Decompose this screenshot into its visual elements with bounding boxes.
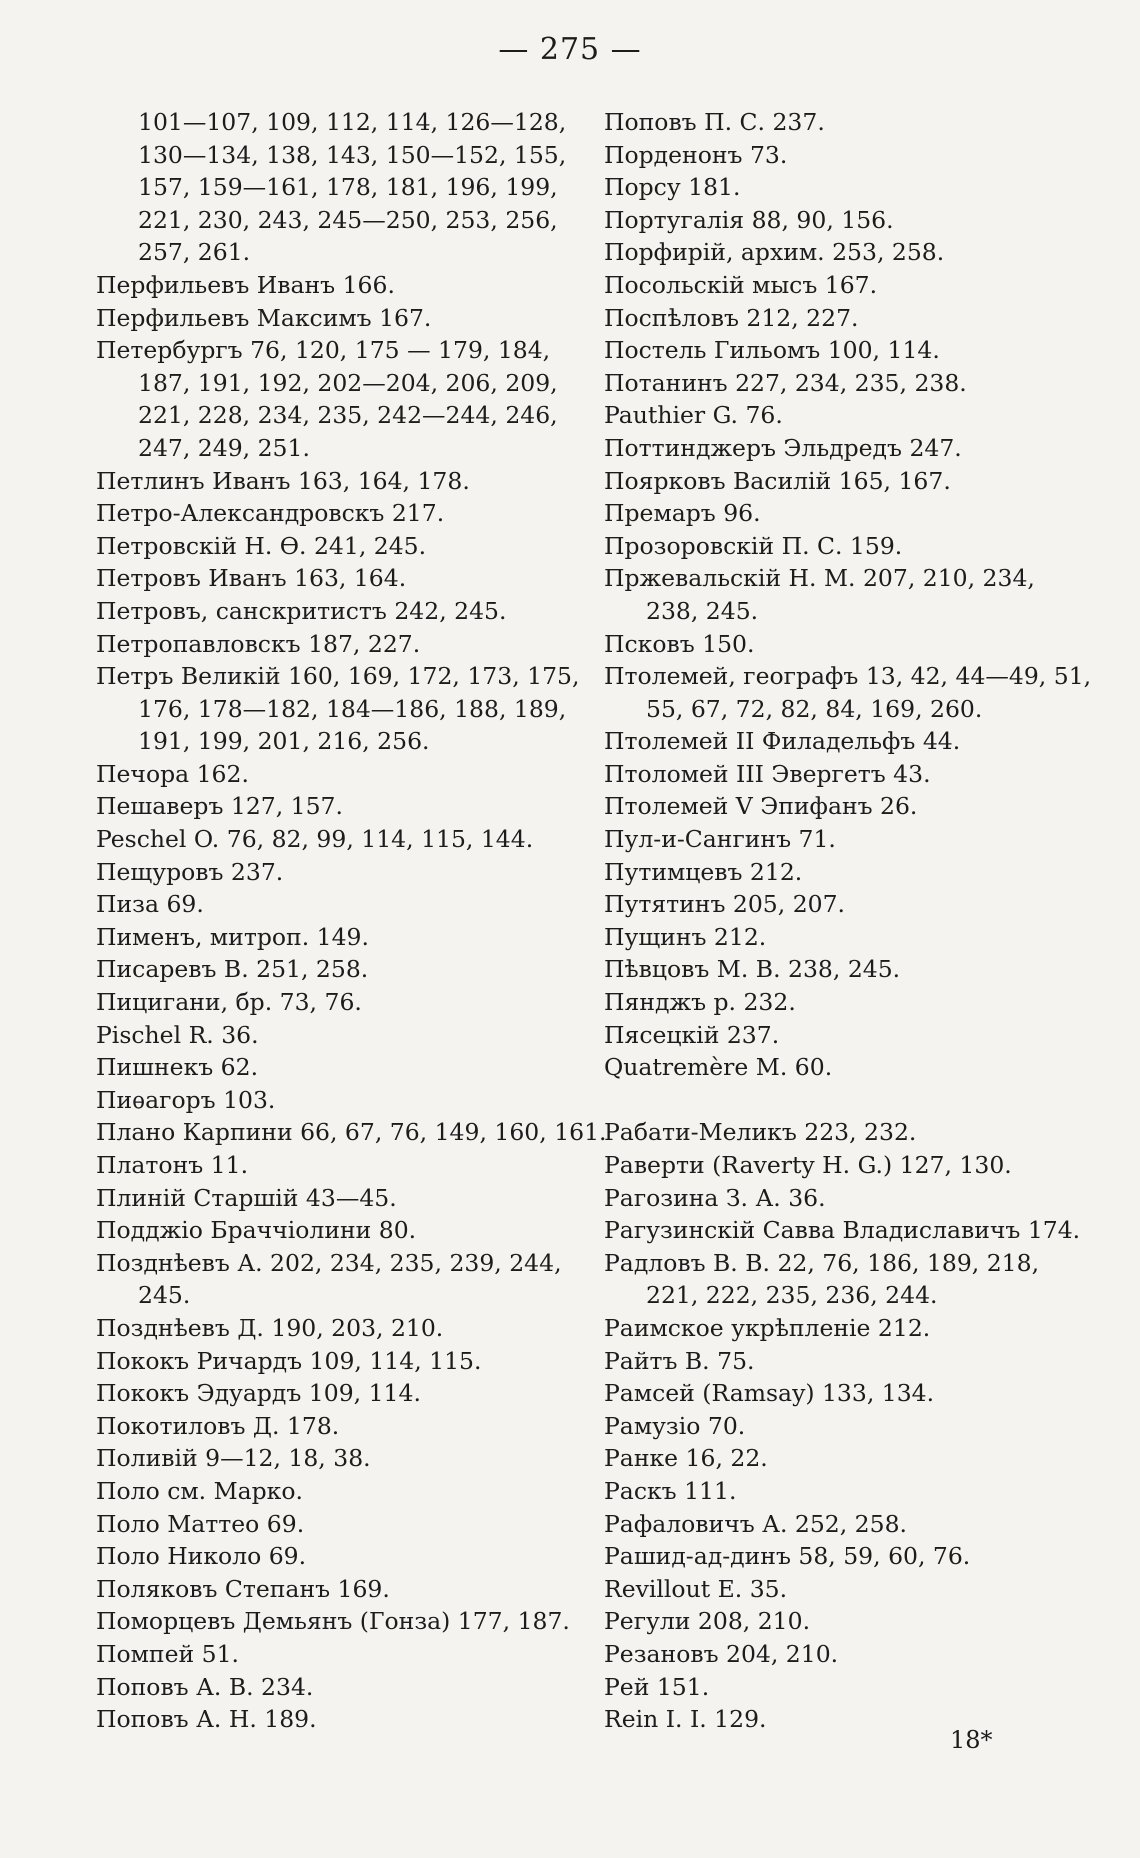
page-number: — 275 —	[498, 32, 642, 67]
index-entry: Премаръ 96.	[604, 499, 761, 528]
index-entry: Позднѣевъ Д. 190, 203, 210.	[96, 1313, 444, 1342]
index-entry: Резановъ 204, 210.	[604, 1639, 839, 1668]
index-entry: Рафаловичъ А. 252, 258.	[604, 1509, 908, 1538]
index-entry: Позднѣевъ А. 202, 234, 235, 239, 244,	[96, 1248, 562, 1277]
index-entry: Поярковъ Василій 165, 167.	[604, 466, 951, 495]
index-entry: Рашид-ад-динъ 58, 59, 60, 76.	[604, 1542, 971, 1571]
index-entry: Постель Гильомъ 100, 114.	[604, 336, 940, 365]
index-entry: Пококъ Ричардъ 109, 114, 115.	[96, 1346, 482, 1375]
index-entry: Rein I. I. 129.	[604, 1705, 767, 1734]
index-entry: Платонъ 11.	[96, 1151, 249, 1179]
index-entry-continuation: 238, 245.	[646, 596, 759, 625]
index-entry-continuation: 157, 159—161, 178, 181, 196, 199,	[138, 173, 558, 202]
index-entry: Путимцевъ 212.	[604, 857, 803, 886]
index-entry: Пущинъ 212.	[604, 922, 767, 951]
index-entry: Раскъ 111.	[604, 1476, 737, 1505]
index-entry: Путятинъ 205, 207.	[604, 890, 846, 919]
index-entry: Плиній Старшій 43—45.	[96, 1183, 397, 1212]
index-entry: Пишнекъ 62.	[96, 1053, 259, 1082]
index-entry: Птолемей, географъ 13, 42, 44—49, 51,	[604, 662, 1092, 691]
index-entry: Плано Карпини 66, 67, 76, 149, 160, 161.	[96, 1118, 607, 1147]
index-entry: Рабати-Меликъ 223, 232.	[604, 1118, 917, 1147]
index-entry: Пѣвцовъ М. В. 238, 245.	[604, 955, 901, 984]
index-entry: Поло Николо 69.	[96, 1542, 307, 1571]
index-entry: Петръ Великій 160, 169, 172, 173, 175,	[96, 662, 580, 691]
index-entry: Pauthier G. 76.	[604, 401, 783, 430]
index-entry: Псковъ 150.	[604, 629, 755, 658]
index-entry: Revillout E. 35.	[604, 1574, 788, 1603]
index-entry: Порсу 181.	[604, 173, 741, 202]
index-entry: Рамсей (Ramsay) 133, 134.	[604, 1379, 935, 1408]
signature-mark: 18*	[950, 1726, 993, 1754]
index-entry: Посольскій мысъ 167.	[604, 270, 878, 299]
index-entry: Порфирій, архим. 253, 258.	[604, 238, 945, 267]
index-entry: Подджіо Браччіолини 80.	[96, 1216, 417, 1245]
index-entry: Пицигани, бр. 73, 76.	[96, 988, 362, 1017]
index-entry	[604, 1084, 1082, 1117]
index-entry: Перфильевъ Максимъ 167.	[96, 303, 432, 332]
index-entry: Рагузинскій Савва Владиславичъ 174.	[604, 1216, 1081, 1245]
index-entry-continuation: 187, 191, 192, 202—204, 206, 209,	[138, 368, 558, 397]
index-entry: Порденонъ 73.	[604, 140, 788, 169]
index-entry: Quatremère M. 60.	[604, 1053, 833, 1082]
index-entry: Перфильевъ Иванъ 166.	[96, 270, 395, 299]
index-entry: Пименъ, митроп. 149.	[96, 922, 369, 951]
index-entry: Рагозина З. А. 36.	[604, 1183, 826, 1212]
index-entry: Печора 162.	[96, 759, 249, 788]
index-entry: Поляковъ Степанъ 169.	[96, 1574, 390, 1603]
index-entry-continuation: 191, 199, 201, 216, 256.	[138, 727, 430, 756]
index-entry: Пржевальскій Н. М. 207, 210, 234,	[604, 564, 1035, 593]
index-entry: Поло см. Марко.	[96, 1476, 303, 1505]
index-entry: Поповъ П. С. 237.	[604, 108, 825, 136]
index-entry: Пул-и-Сангинъ 71.	[604, 825, 836, 854]
index-entry: Поттинджеръ Эльдредъ 247.	[604, 433, 962, 462]
index-entry-continuation: 176, 178—182, 184—186, 188, 189,	[138, 694, 567, 723]
index-entry: Рамузіо 70.	[604, 1411, 746, 1440]
index-entry: Птолемей II Филадельфъ 44.	[604, 727, 961, 756]
index-entry: Раверти (Raverty H. G.) 127, 130.	[604, 1151, 1012, 1179]
index-entry-continuation: 221, 230, 243, 245—250, 253, 256,	[138, 205, 558, 234]
index-entry: Поспѣловъ 212, 227.	[604, 303, 859, 332]
index-entry: Поповъ А. Н. 189.	[96, 1705, 317, 1734]
index-entry-continuation: 257, 261.	[138, 238, 251, 267]
index-entry-continuation: 130—134, 138, 143, 150—152, 155,	[138, 140, 567, 169]
index-entry: Петро-Александровскъ 217.	[96, 499, 445, 528]
index-entry: Пиѳагоръ 103.	[96, 1085, 276, 1114]
index-entry: Пококъ Эдуардъ 109, 114.	[96, 1379, 421, 1408]
index-entry: Помпей 51.	[96, 1639, 239, 1668]
index-entry: Петлинъ Иванъ 163, 164, 178.	[96, 466, 470, 495]
index-entry: Птоломей III Эвергетъ 43.	[604, 759, 931, 788]
index-entry-continuation: 245.	[138, 1281, 191, 1310]
index-entry: Pischel R. 36.	[96, 1020, 259, 1049]
index-column-left	[96, 106, 607, 1736]
index-entry: Поповъ А. В. 234.	[96, 1672, 314, 1701]
index-entry: Покотиловъ Д. 178.	[96, 1411, 340, 1440]
index-entry: Поливій 9—12, 18, 38.	[96, 1444, 371, 1473]
index-entry-continuation: 101—107, 109, 112, 114, 126—128,	[138, 108, 567, 136]
index-entry: Пянджъ р. 232.	[604, 988, 796, 1017]
index-entry: Пиза 69.	[96, 890, 204, 919]
index-entry: Радловъ В. В. 22, 76, 186, 189, 218,	[604, 1248, 1040, 1277]
index-entry: Рей 151.	[604, 1672, 710, 1701]
index-entry-continuation: 221, 228, 234, 235, 242—244, 246,	[138, 401, 558, 430]
index-entry: Регули 208, 210.	[604, 1607, 811, 1636]
index-entry: Пещуровъ 237.	[96, 857, 284, 886]
index-entry-continuation: 221, 222, 235, 236, 244.	[646, 1281, 938, 1310]
index-entry: Петровскій Н. Ѳ. 241, 245.	[96, 531, 427, 560]
index-entry: Потанинъ 227, 234, 235, 238.	[604, 368, 967, 397]
index-entry: Peschel O. 76, 82, 99, 114, 115, 144.	[96, 825, 534, 854]
index-entry-continuation: 247, 249, 251.	[138, 433, 310, 462]
index-entry: Петровъ, санскритистъ 242, 245.	[96, 596, 507, 625]
index-entry: Петровъ Иванъ 163, 164.	[96, 564, 407, 593]
index-entry: Пешаверъ 127, 157.	[96, 792, 343, 821]
index-entry: Раимское укрѣпленіе 212.	[604, 1313, 931, 1342]
index-entry: Ранке 16, 22.	[604, 1444, 768, 1473]
index-entry: Поморцевъ Демьянъ (Гонза) 177, 187.	[96, 1607, 570, 1636]
index-entry: Поло Маттео 69.	[96, 1509, 305, 1538]
index-entry: Райтъ В. 75.	[604, 1346, 755, 1375]
index-entry: Петропавловскъ 187, 227.	[96, 629, 421, 658]
index-entry: Пясецкій 237.	[604, 1020, 780, 1049]
index-entry: Писаревъ В. 251, 258.	[96, 955, 369, 984]
index-entry: Прозоровскій П. С. 159.	[604, 531, 903, 560]
index-entry: Петербургъ 76, 120, 175 — 179, 184,	[96, 336, 551, 365]
index-entry-continuation: 55, 67, 72, 82, 84, 169, 260.	[646, 694, 983, 723]
index-entry: Птолемей V Эпифанъ 26.	[604, 792, 918, 821]
index-column-right	[604, 106, 1092, 1736]
index-entry: Португалія 88, 90, 156.	[604, 205, 894, 234]
